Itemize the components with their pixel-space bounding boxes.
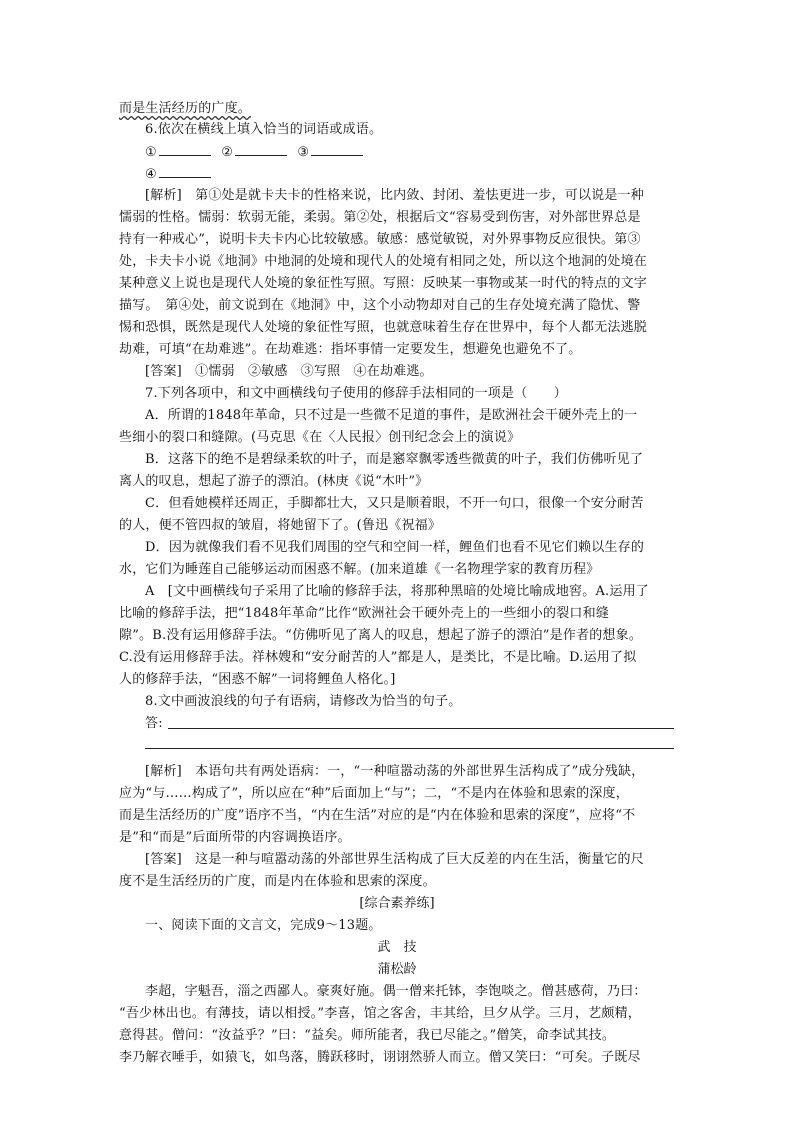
answer-explanation: 人的修辞手法，“困惑不解”一词将鲤鱼人格化。] [119,672,396,687]
text-line [119,98,251,120]
analysis-line: 处，卡夫卡小说《地洞》中地洞的处境和现代人的处境有相同之处，所以这个地洞的处境在 [119,254,648,269]
passage-title: 武 技 [377,940,417,955]
analysis-line: 惕和恐惧，既然是现代人处境的象征性写照，也就意味着生存在世界中，每个人都无法逃脱 [119,320,648,335]
option-b: B．这落下的绝不是碧绿柔软的叶子，而是窸窣飘零透些微黄的叶子，我们仿佛听见了 [145,452,644,467]
passage-author: 蒲松龄 [377,962,417,977]
analysis-line: 是”和“而是”后面所带的内容调换语序。 [119,830,351,845]
section-heading: [综合素养练] [359,896,435,911]
answer-explanation: 隙”。B.没有运用修辞手法。“仿佛听见了离人的叹息，想起了游子的漂泊”是作者的想象。 [119,628,643,643]
analysis-line: 描写。 第④处，前文说到在《地洞》中，这个小动物却对自己的生存处境充满了隐忧、警 [119,298,641,313]
option-c: C．但看她模样还周正，手脚都壮大，又只是顺着眼，不开一句口，很像一个安分耐苦 [145,496,644,511]
wavy-underlined-text: 而是生活经历的广度。 [119,101,252,116]
fill-blank-2[interactable] [235,141,287,156]
answer-explanation: C.没有运用修辞手法。祥林嫂和“安分耐苦的人”都是人，是类比，不是比喻。D.运用了拟 [119,650,637,665]
analysis-line: 持有一种戒心”，说明卡夫卡内心比较敏感。敏感：感觉敏锐，对外界事物反应很快。第③ [119,232,641,247]
reading-instruction: 一、阅读下面的文言文，完成9～13题。 [145,918,382,933]
analysis-line: 劫难，可填“在劫难逃”。在劫难逃：指坏事情一定要发生，想避免也避免不了。 [119,342,582,357]
answer-explanation: 比喻的修辞手法，把“1848年革命”比作“欧洲社会干硬外壳上的一些细小的裂口和缝 [119,606,610,621]
blanks-row-2 [145,163,217,186]
passage-line: 李超，字魁吾，淄之西鄙人。豪爽好施。偶一僧来托钵，李饱啖之。僧甚感荷，乃曰： [145,984,647,999]
question-7: 7.下列各项中，和文中画横线句子使用的修辞手法相同的一项是（ ） [145,386,568,401]
analysis-line: 某种意义上说也是现代人处境的象征性写照。写照：反映某一事物或某一时代的特点的文字 [119,276,648,291]
passage-line: “吾少林出也。有薄技，请以相授。”李喜，馆之客舍，丰其给，旦夕从学。三月，艺颇精， [119,1006,641,1021]
option-a-cont: 些细小的裂口和缝隙。(马克思《在〈人民报〉创刊纪念会上的演说》 [119,430,521,445]
option-a: A．所谓的1848年革命，只不过是一些微不足道的事件，是欧洲社会干硬外壳上的一 [145,408,638,423]
answer-label: 答: [145,716,163,731]
blanks-row-1 [145,141,369,164]
answer-line: 度不是生活经历的广度，而是内在体验和思索的深度。 [119,874,436,889]
option-d: D．因为就像我们看不见我们周围的空气和空间一样，鲤鱼们也看不见它们赖以生存的 [145,540,645,555]
option-b-cont: 离人的叹息，想起了游子的漂泊。(林庚《说“木叶”》 [119,474,429,489]
question-6: 6.依次在横线上填入恰当的词语或成语。 [145,122,383,137]
answer-line: [答案] ①懦弱 ②敏感 ③写照 ④在劫难逃。 [145,364,433,379]
fill-blank-4[interactable] [159,163,211,178]
question-8: 8.文中画波浪线的句子有语病，请修改为恰当的句子。 [145,694,462,709]
blank-label-1: ① [145,145,157,160]
analysis-line: [解析] 本语句共有两处语病：一，“一种喧嚣动荡的外部世界生活构成了”成分残缺， [145,764,645,779]
fill-blank-3[interactable] [311,141,363,156]
blank-label-2: ② [221,145,234,160]
answer-explanation: A [文中画横线句子采用了比喻的修辞手法，将那种黑暗的处境比喻成地窖。A.运用了 [145,584,649,599]
analysis-line: 懦弱的性格。懦弱：软弱无能，柔弱。第②处，根据后文“容易受到伤害，对外部世界总是 [119,210,641,225]
answer-line-2[interactable] [145,748,674,749]
analysis-line: 应为“与……构成了”，所以应在“种”后面加上“与”；二，“不是内在体验和思索的深度， [119,786,629,801]
answer-line-1[interactable] [168,728,674,729]
option-c-cont: 的人，便不管四叔的皱眉，将她留下了。(鲁迅《祝福》 [119,518,442,533]
analysis-line: [解析] 第①处是就卡夫卡的性格来说，比内敛、封闭、羞怯更进一步，可以说是一种 [145,188,644,203]
answer-line: [答案] 这是一种与喧嚣动荡的外部世界生活构成了巨大反差的内在生活，衡量它的尺 [145,852,644,867]
passage-line: 意得甚。僧问：“汝益乎？”曰：“益矣。师所能者，我已尽能之。”僧笑，命李试其技。 [119,1028,616,1043]
analysis-line: 而是生活经历的广度”语序不当，“内在生活”对应的是“内在体验和思索的深度”，应将“不 [119,808,636,823]
fill-blank-1[interactable] [159,141,211,156]
passage-line: 李乃解衣唾手，如猿飞，如鸟落，腾跃移时，诩诩然骄人而立。僧又笑曰：“可矣。子既尽 [119,1050,641,1065]
option-d-cont: 水，它们为睡莲自己能够运动而困惑不解。(加来道雄《一名物理学家的教育历程》 [119,562,600,577]
blank-label-4: ④ [145,167,157,182]
blank-label-3: ③ [297,145,310,160]
